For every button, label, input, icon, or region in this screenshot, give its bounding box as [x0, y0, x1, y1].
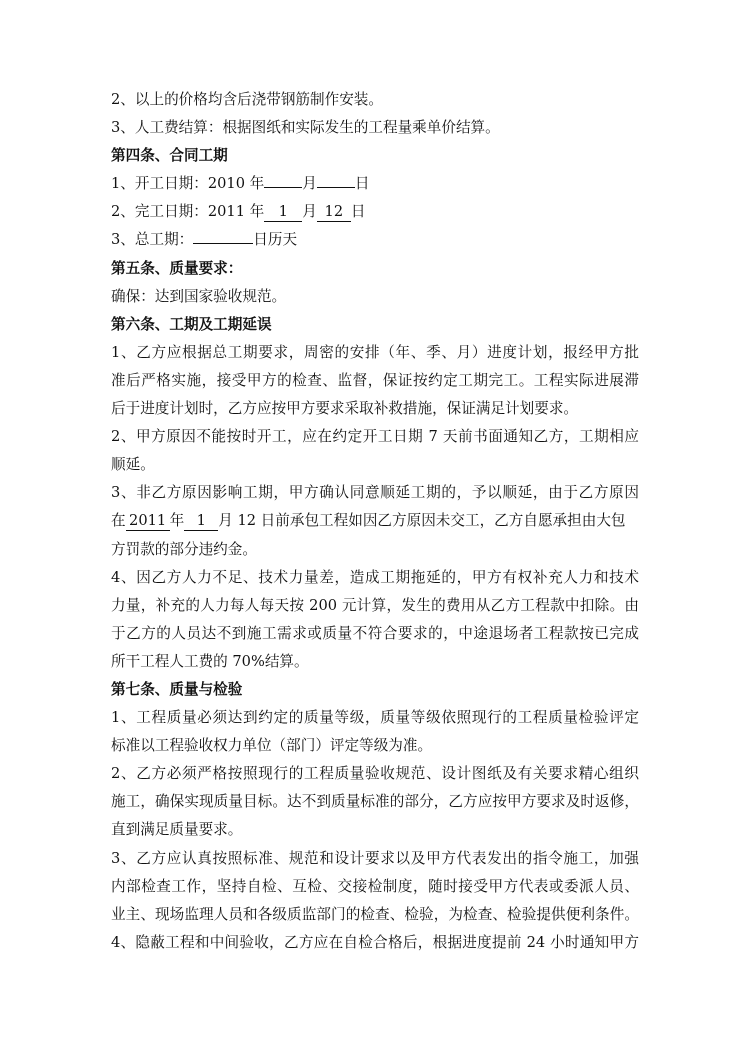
- text-segment: 1、开工日期：2010 年: [111, 175, 265, 193]
- text-line: [111, 564, 639, 592]
- text-line: [111, 816, 639, 844]
- text-line: [111, 170, 639, 198]
- text-segment: 月 12 日前承包工程如因乙方原因未交工，乙方自愿承担由大包: [218, 512, 626, 530]
- fill-in-blank: [317, 187, 355, 188]
- text-line: [111, 226, 639, 254]
- text-segment: 第五条、质量要求：: [111, 259, 243, 277]
- text-line: [111, 367, 639, 395]
- text-segment: 确保：达到国家验收规范。: [111, 287, 287, 305]
- text-segment: 第四条、合同工期: [111, 147, 228, 165]
- text-segment: 日历天: [253, 231, 298, 249]
- text-line: [111, 536, 639, 564]
- text-segment: 月: [302, 175, 317, 193]
- text-line: [111, 648, 639, 676]
- text-line: [111, 283, 639, 311]
- text-line: [111, 760, 639, 788]
- text-segment: 标准以工程验收权力单位（部门）评定等级为准。: [111, 737, 433, 755]
- text-segment: 2、乙方必须严格按照现行的工程质量验收规范、设计图纸及有关要求精心组织: [111, 765, 639, 783]
- fill-in-blank: 2011: [126, 512, 170, 531]
- text-line: [111, 114, 639, 142]
- text-line: [111, 873, 639, 901]
- text-line: [111, 451, 639, 479]
- fill-in-blank: [193, 243, 253, 244]
- text-line: [111, 704, 639, 732]
- text-line: [111, 929, 639, 957]
- text-segment: 4、隐蔽工程和中间验收，乙方应在自检合格后，根据进度提前 24 小时通知甲方: [111, 933, 639, 951]
- text-segment: 3、总工期：: [111, 231, 194, 249]
- section-heading: [111, 142, 639, 170]
- fill-in-blank: 1: [264, 203, 302, 222]
- fill-in-blank: 12: [317, 203, 351, 222]
- text-line: [111, 788, 639, 816]
- text-segment: 2、完工日期：2011 年: [111, 203, 265, 221]
- text-segment: 3、非乙方原因影响工期，甲方确认同意顺延工期的，予以顺延，由于乙方原因: [111, 484, 639, 502]
- text-segment: 力量，补充的人力每人每天按 200 元计算，发生的费用从乙方工程款中扣除。由: [111, 596, 639, 614]
- text-segment: 第七条、质量与检验: [111, 680, 243, 698]
- text-segment: 月: [302, 203, 317, 221]
- fill-in-blank: [264, 187, 302, 188]
- document-body: [111, 86, 639, 957]
- section-heading: [111, 311, 639, 339]
- text-line: [111, 198, 639, 226]
- text-segment: 2、以上的价格均含后浇带钢筋制作安装。: [111, 91, 383, 108]
- text-line: [111, 592, 639, 620]
- text-segment: 方罚款的部分违约金。: [111, 540, 257, 558]
- section-heading: [111, 255, 639, 283]
- text-segment: 1、乙方应根据总工期要求，周密的安排（年、季、月）进度计划，报经甲方批: [111, 343, 639, 361]
- text-line: [111, 901, 639, 929]
- text-line: [111, 479, 639, 507]
- text-segment: 内部检查工作，坚持自检、互检、交接检制度，随时接受甲方代表或委派人员、: [111, 877, 639, 895]
- text-segment: 顺延。: [111, 456, 155, 474]
- text-segment: 所干工程人工费的 70%结算。: [111, 652, 309, 670]
- text-line: [111, 339, 639, 367]
- text-line: [111, 86, 639, 114]
- text-segment: 年: [169, 512, 185, 530]
- text-segment: 1、工程质量必须达到约定的质量等级，质量等级依照现行的工程质量检验评定: [111, 709, 639, 727]
- text-segment: 4、因乙方人力不足、技术力量差，造成工期拖延的，甲方有权补充人力和技术: [111, 568, 639, 586]
- text-segment: 施工，确保实现质量目标。达不到质量标准的部分，乙方应按甲方要求及时返修，: [111, 793, 639, 811]
- text-segment: 日: [350, 203, 366, 221]
- text-line: [111, 507, 639, 535]
- text-segment: 准后严格实施，接受甲方的检查、监督，保证按约定工期完工。工程实际进展滞: [111, 371, 639, 389]
- text-segment: 日: [354, 175, 370, 193]
- text-segment: 第六条、工期及工期延误: [111, 315, 272, 333]
- text-segment: 直到满足质量要求。: [111, 821, 243, 839]
- text-line: [111, 732, 639, 760]
- text-line: [111, 620, 639, 648]
- fill-in-blank: 1: [184, 512, 218, 531]
- text-segment: 2、甲方原因不能按时开工，应在约定开工日期 7 天前书面通知乙方，工期相应: [111, 428, 639, 446]
- text-line: [111, 423, 639, 451]
- text-line: [111, 395, 639, 423]
- section-heading: [111, 676, 639, 704]
- text-segment: 3、人工费结算：根据图纸和实际发生的工程量乘单价结算。: [111, 119, 500, 137]
- text-line: [111, 845, 639, 873]
- text-segment: 后于进度计划时，乙方应按甲方要求采取补救措施，保证满足计划要求。: [111, 400, 579, 418]
- text-segment: 3、乙方应认真按照标准、规范和设计要求以及甲方代表发出的指令施工，加强: [111, 849, 639, 867]
- text-segment: 在: [111, 512, 126, 530]
- text-segment: 业主、现场监理人员和各级质监部门的检查、检验，为检查、检验提供便利条件。: [111, 905, 639, 923]
- text-segment: 于乙方的人员达不到施工需求或质量不符合要求的，中途退场者工程款按已完成: [111, 624, 639, 642]
